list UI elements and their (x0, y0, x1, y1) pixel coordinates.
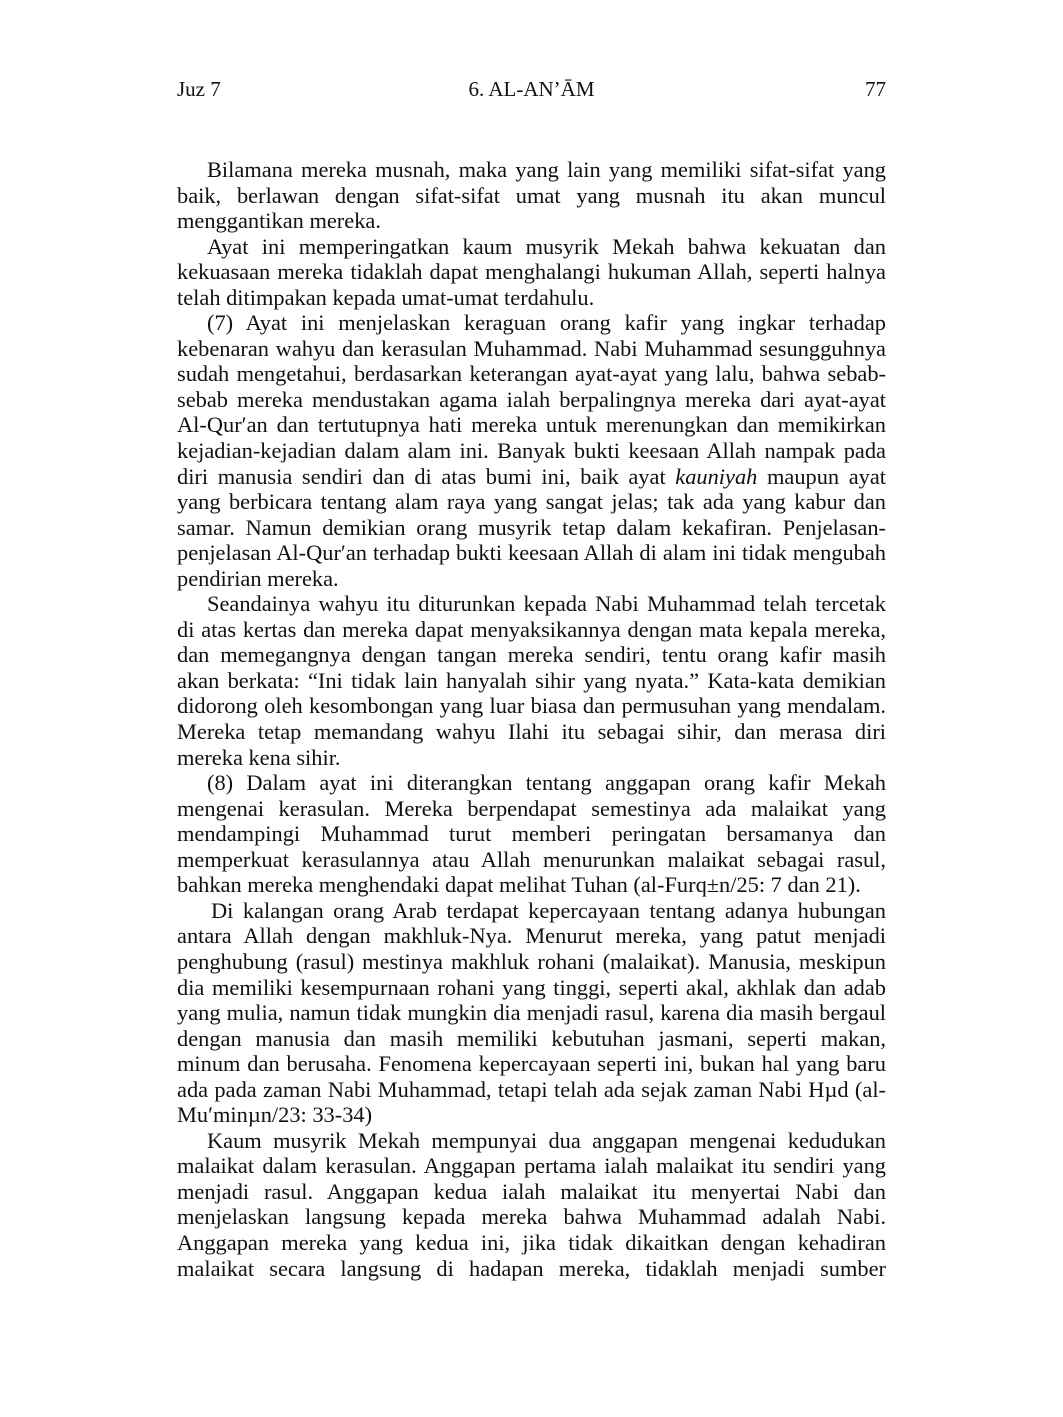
paragraph-3-text-before: (7) Ayat ini menjelaskan keraguan orang kafir yang ingkar terhadap kebenaran wahyu dan kerasulan Muhammad. Nabi Muhammad sesungguhnya sudah mengetahui, berdasarkan keterangan ayat-ayat yang lalu, bahwa sebab-sebab mereka mendustakan agama ialah berpalingnya mereka dari ayat-ayat Al-Qur′an dan tertutupnya hati mereka untuk merenungkan dan memikirkan kejadian-kejadian dalam alam ini. Banyak bukti keesaan Allah nampak pada diri manusia sendiri dan di atas bumi ini, baik ayat (177, 310, 886, 489)
italic-term-kauniyah: kauniyah (675, 463, 758, 489)
running-header (177, 76, 886, 102)
page-number: 77 (865, 77, 886, 101)
paragraph-3 (177, 310, 886, 591)
paragraph-3-text-after: maupun ayat yang berbicara tentang alam raya yang sangat jelas; tak ada yang kabur dan samar. Namun demikian orang musyrik tetap dalam kekafiran. Penjelasan-penjelasan Al-Qur′an terhadap bukti keesaan Allah di alam ini tidak mengubah pendirian mereka. (177, 463, 886, 591)
paragraph-5: (8) Dalam ayat ini diterangkan tentang anggapan orang kafir Mekah mengenai kerasulan. Mereka berpendapat semestinya ada malaikat yang mendampingi Muhammad turut memberi peringatan bersamanya dan memperkuat kerasulannya atau Allah menurunkan malaikat sebagai rasul, bahkan mereka menghendaki dapat melihat Tuhan (al-Furq±n/25: 7 dan 21). (177, 770, 886, 898)
paragraph-7: Kaum musyrik Mekah mempunyai dua anggapan mengenai kedudukan malaikat dalam kerasulan. Anggapan pertama ialah malaikat itu sendiri yang menjadi rasul. Anggapan kedua ialah malaikat itu menyertai Nabi dan menjelaskan langsung kepada mereka bahwa Muhammad adalah Nabi. Anggapan mereka yang kedua ini, jika tidak dikaitkan dengan kehadiran malaikat secara langsung di hadapan mereka, tidaklah menjadi sumber (177, 1127, 886, 1281)
paragraph-4: Seandainya wahyu itu diturunkan kepada Nabi Muhammad telah tercetak di atas kertas dan mereka dapat menyaksikannya dengan mata kepala mereka, dan memegangnya dengan tangan mereka sendiri, tentu orang kafir masih akan berkata: “Ini tidak lain hanyalah sihir yang nyata.” Kata-kata demikian didorong oleh kesombongan yang luar biasa dan permusuhan yang mendalam. Mereka tetap memandang wahyu Ilahi itu sebagai sihir, dan merasa diri mereka kena sihir. (177, 591, 886, 770)
paragraph-1: Bilamana mereka musnah, maka yang lain yang memiliki sifat-sifat yang baik, berlawan dengan sifat-sifat umat yang musnah itu akan muncul menggantikan mereka. (177, 157, 886, 234)
surah-title: 6. AL-AN’ĀM (468, 77, 595, 101)
paragraph-6: Di kalangan orang Arab terdapat kepercayaan tentang adanya hubungan antara Allah dengan makhluk-Nya. Menurut mereka, yang patut menjadi penghubung (rasul) mestinya makhluk rohani (malaikat). Manusia, meskipun dia memiliki kesempurnaan rohani yang tinggi, seperti akal, akhlak dan adab yang mulia, namun tidak mungkin dia menjadi rasul, karena dia masih bergaul dengan manusia dan masih memiliki kebutuhan jasmani, seperti makan, minum dan berusaha. Fenomena kepercayaan seperti ini, bukan hal yang baru ada pada zaman Nabi Muhammad, tetapi telah ada sejak zaman Nabi Hµd (al-Mu′minµn/23: 33-34) (177, 897, 886, 1128)
paragraph-2: Ayat ini memperingatkan kaum musyrik Mekah bahwa kekuatan dan kekuasaan mereka tidaklah dapat menghalangi hukuman Allah, seperti halnya telah ditimpakan kepada umat-umat terdahulu. (177, 233, 886, 310)
body-text (177, 157, 886, 1281)
juz-label: Juz 7 (177, 77, 221, 101)
